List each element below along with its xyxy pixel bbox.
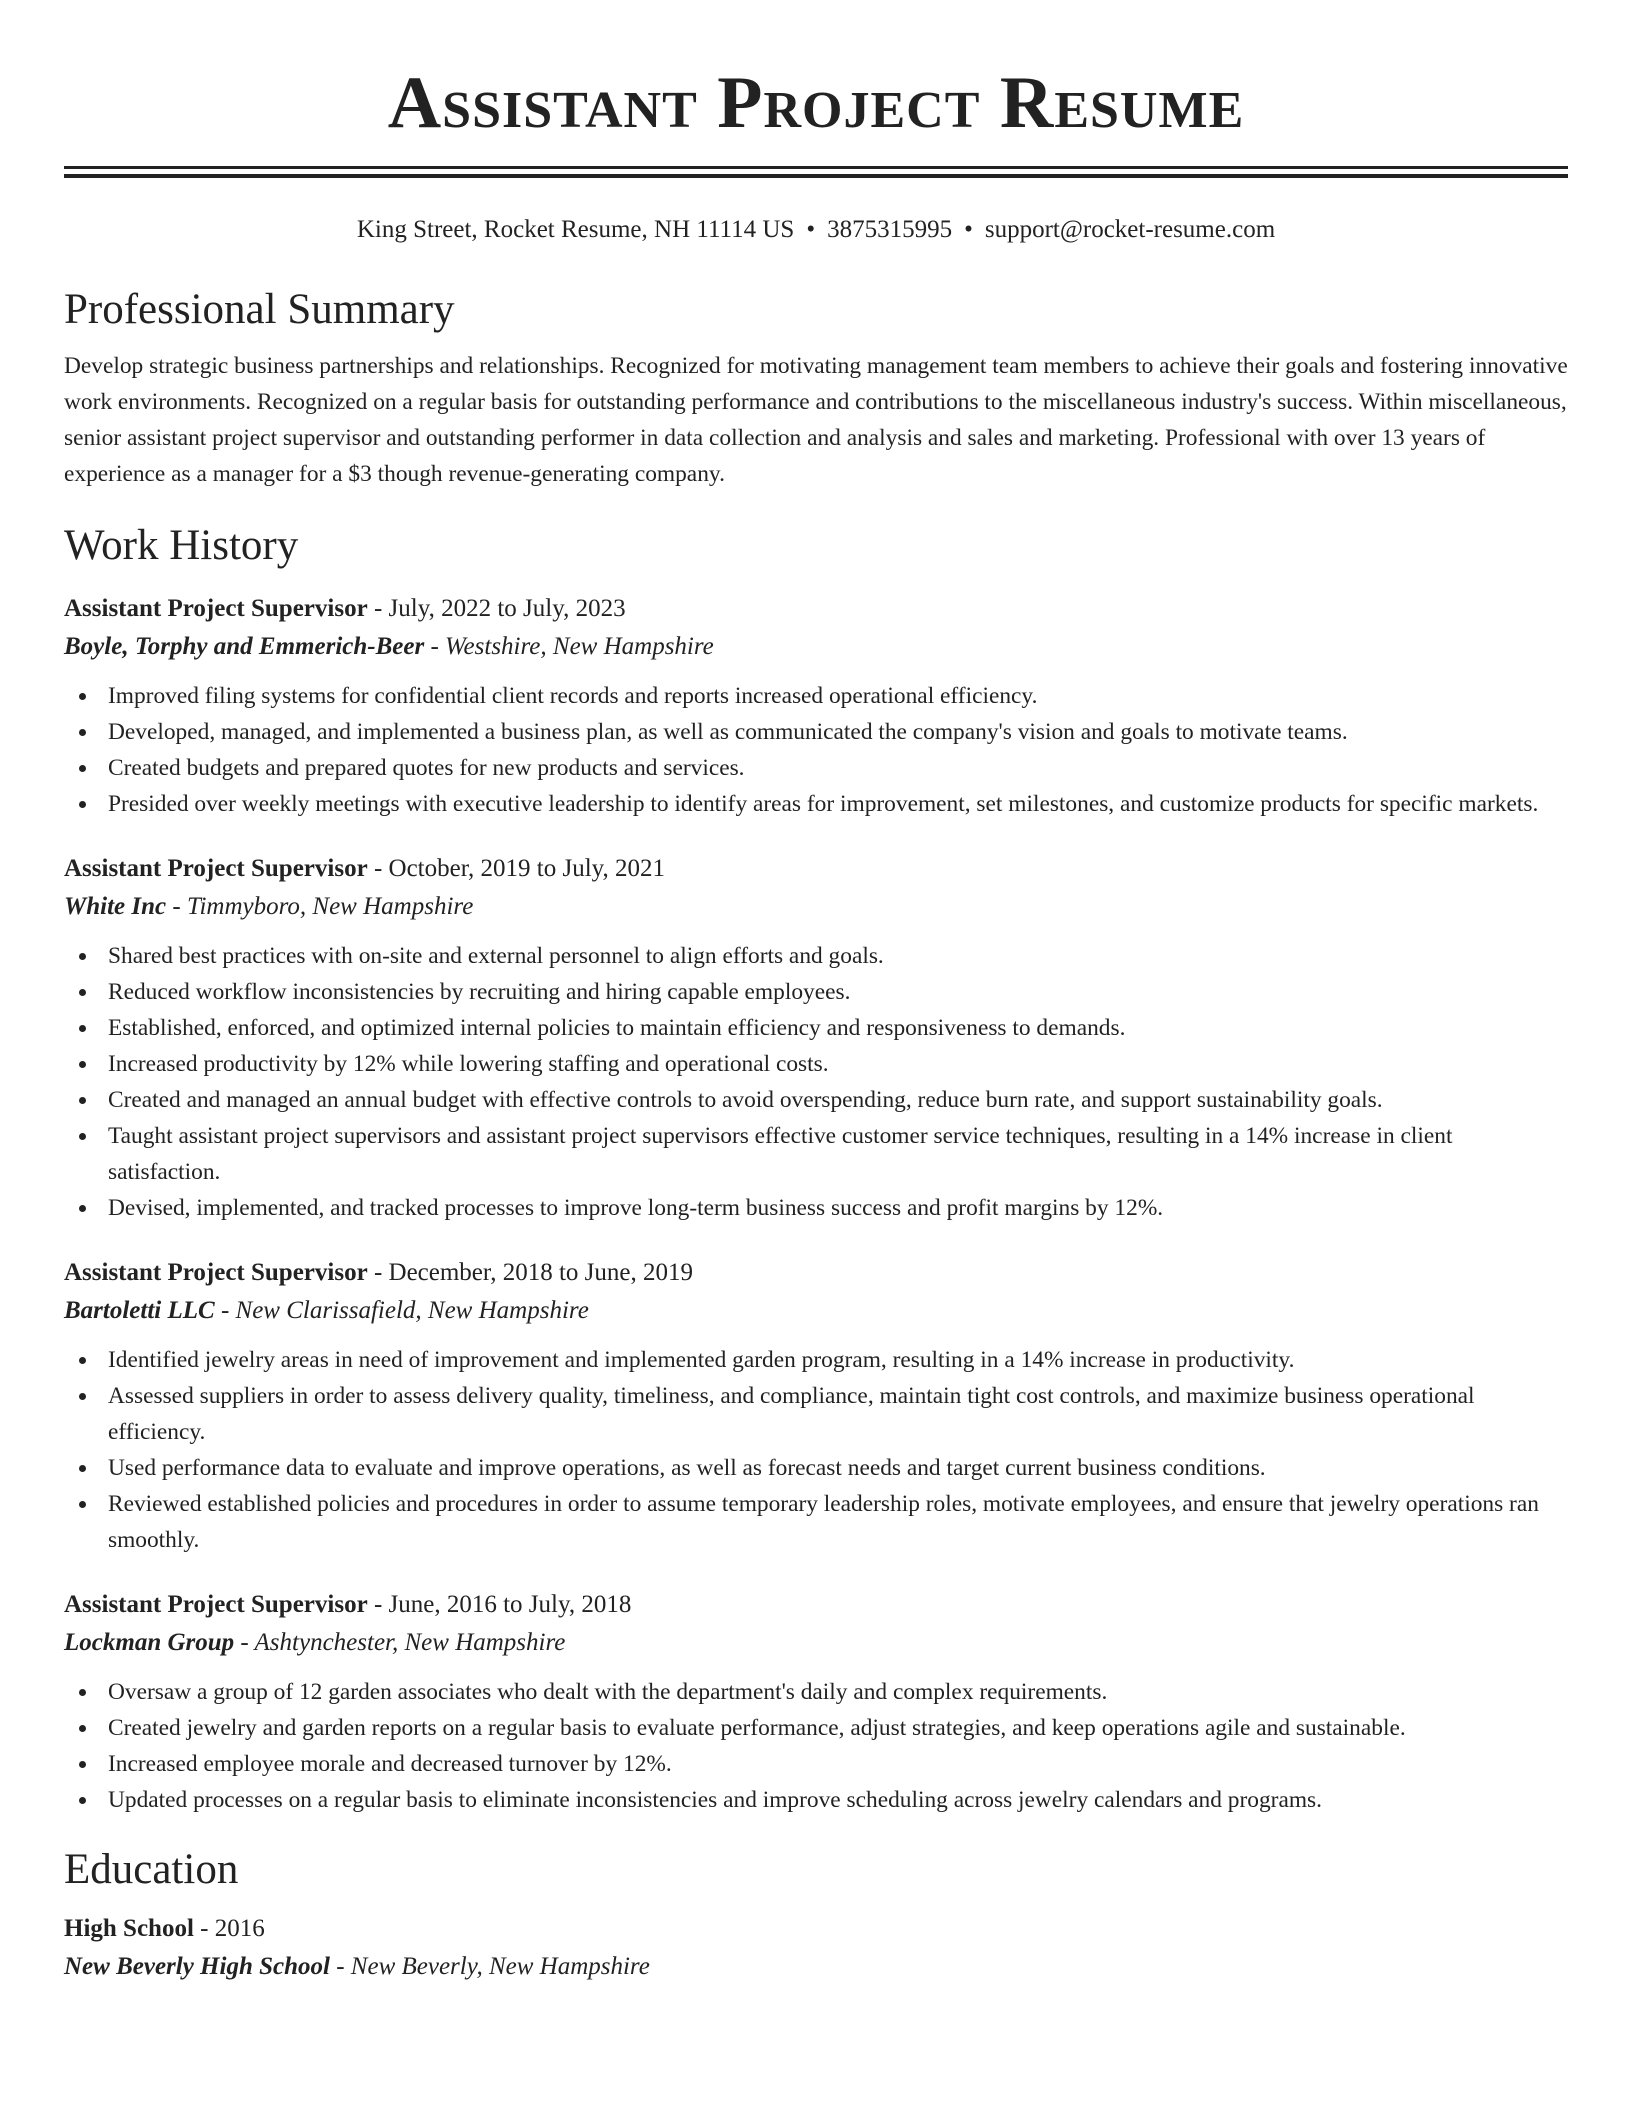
job-bullet: [108, 1118, 1568, 1190]
education-dash: -: [329, 1953, 351, 1980]
summary-section: [64, 284, 1568, 492]
bullet-dot: [79, 1797, 86, 1804]
job-bullet: [108, 1378, 1568, 1450]
job-bullet: [108, 1082, 1568, 1118]
job-entry: [64, 1586, 1568, 1818]
education-location: New Beverly, New Hampshire: [350, 1953, 650, 1980]
job-employer: White Inc: [64, 893, 167, 920]
bullet-dot: [79, 801, 86, 808]
job-bullet: [108, 1342, 1568, 1378]
job-bullet: [108, 1450, 1568, 1486]
job-employer-line: [64, 1292, 1568, 1330]
bullet-dot: [79, 765, 86, 772]
job-bullet: [108, 1746, 1568, 1782]
work-history-heading: Work History: [64, 522, 299, 569]
bullet-dot: [79, 1761, 86, 1768]
bullet-dot: [79, 1357, 86, 1364]
job-employer-line: [64, 1624, 1568, 1662]
title-rule-thick: [64, 166, 1568, 169]
job-dash: -: [367, 855, 389, 882]
bullet-text: Reviewed established policies and procedures in order to assume temporary leadership roles, motivate employees, and ensure that jewelry operations ran smoothly.: [108, 1491, 1539, 1553]
contact-phone: 3875315995: [827, 216, 953, 243]
job-dash: -: [234, 1629, 255, 1656]
job-employer-line: [64, 628, 1568, 666]
job-dates: October, 2019 to July, 2021: [388, 855, 666, 882]
job-dash: -: [367, 1259, 389, 1286]
education-dash: -: [193, 1915, 215, 1942]
resume-title: Assistant Project Resume: [387, 62, 1245, 144]
job-dates: July, 2022 to July, 2023: [388, 595, 626, 622]
bullet-text: Used performance data to evaluate and improve operations, as well as forecast needs and target current business conditions.: [108, 1455, 1266, 1481]
bullet-dot: [79, 729, 86, 736]
bullet-dot: [79, 953, 86, 960]
job-bullets: [64, 1342, 1568, 1558]
job-entry: [64, 850, 1568, 1226]
title-rule-thin: [64, 174, 1568, 178]
bullet-text: Improved filing systems for confidential client records and reports increased operational efficiency.: [108, 683, 1038, 709]
job-dash: -: [166, 893, 187, 920]
education-degree-line: [64, 1910, 1568, 1948]
bullet-dot: [79, 989, 86, 996]
bullet-text: Taught assistant project supervisors and assistant project supervisors effective customer service techniques, resulting in a 14% increase in client satisfaction.: [108, 1123, 1453, 1185]
bullet-dot: [79, 1205, 86, 1212]
bullet-dot: [79, 1501, 86, 1508]
job-bullet: [108, 938, 1568, 974]
contact-line: [64, 214, 1568, 246]
education-section: [64, 1844, 1568, 1986]
bullet-dot: [79, 1689, 86, 1696]
job-dates: December, 2018 to June, 2019: [388, 1259, 693, 1286]
job-bullet: [108, 1010, 1568, 1046]
education-entry: [64, 1910, 1568, 1986]
job-title: Assistant Project Supervisor: [64, 855, 368, 882]
job-dash: -: [367, 595, 389, 622]
education-school: New Beverly High School: [64, 1953, 330, 1980]
bullet-dot: [79, 693, 86, 700]
job-bullet: [108, 714, 1568, 750]
job-entry: [64, 590, 1568, 822]
work-history-section: [64, 520, 1568, 1818]
job-title-line: [64, 850, 1568, 888]
job-bullets: [64, 938, 1568, 1226]
job-bullets: [64, 1674, 1568, 1818]
job-employer-line: [64, 888, 1568, 926]
bullet-text: Devised, implemented, and tracked processes to improve long-term business success and profit margins by 12%.: [108, 1195, 1164, 1221]
job-employer: Bartoletti LLC: [64, 1297, 215, 1324]
job-bullet: [108, 1486, 1568, 1558]
job-dash: -: [214, 1297, 236, 1324]
contact-email: support@rocket-resume.com: [984, 216, 1276, 243]
bullet-text: Updated processes on a regular basis to eliminate inconsistencies and improve scheduling across jewelry calendars and programs.: [108, 1787, 1322, 1813]
summary-text: Develop strategic business partnerships and relationships. Recognized for motivating management team members to achieve their goals and fostering innovative work environments. Recognized on a regular basis for outstanding performance and contributions to the miscellaneous industry's success. Within miscellaneous, senior assistant project supervisor and outstanding performer in data collection and analysis and sales and marketing. Professional with over 13 years of experience as a manager for a $3 though revenue-generating company.: [64, 353, 1568, 487]
bullet-text: Increased productivity by 12% while lowering staffing and operational costs.: [108, 1051, 829, 1077]
bullet-text: Developed, managed, and implemented a business plan, as well as communicated the company's vision and goals to motivate teams.: [108, 719, 1348, 745]
bullet-text: Reduced workflow inconsistencies by recruiting and hiring capable employees.: [108, 979, 851, 1005]
bullet-dot: [79, 1097, 86, 1104]
job-bullets: [64, 678, 1568, 822]
job-title-line: [64, 590, 1568, 628]
job-location: New Clarissafield, New Hampshire: [235, 1297, 589, 1324]
job-employer: Lockman Group: [64, 1629, 235, 1656]
job-dates: June, 2016 to July, 2018: [388, 1591, 632, 1618]
bullet-dot: [79, 1061, 86, 1068]
job-bullet: [108, 1674, 1568, 1710]
bullet-dot: [79, 1133, 86, 1140]
education-heading: Education: [64, 1846, 239, 1893]
bullet-text: Oversaw a group of 12 garden associates who dealt with the department's daily and complex requirements.: [108, 1679, 1108, 1705]
summary-heading: Professional Summary: [64, 286, 455, 333]
job-bullet: [108, 974, 1568, 1010]
job-location: Westshire, New Hampshire: [445, 633, 714, 660]
bullet-text: Shared best practices with on-site and external personnel to align efforts and goals.: [108, 943, 884, 969]
job-title-line: [64, 1254, 1568, 1292]
job-dash: -: [424, 633, 446, 660]
job-dash: -: [367, 1591, 389, 1618]
job-bullet: [108, 1046, 1568, 1082]
job-title-line: [64, 1586, 1568, 1624]
contact-separator: •: [964, 216, 973, 243]
bullet-dot: [79, 1725, 86, 1732]
job-title: Assistant Project Supervisor: [64, 595, 368, 622]
bullet-text: Presided over weekly meetings with executive leadership to identify areas for improvement, set milestones, and customize products for specific markets.: [108, 791, 1539, 817]
job-location: Ashtynchester, New Hampshire: [254, 1629, 566, 1656]
bullet-text: Identified jewelry areas in need of improvement and implemented garden program, resulting in a 14% increase in productivity.: [108, 1347, 1295, 1373]
job-employer: Boyle, Torphy and Emmerich-Beer: [64, 633, 425, 660]
job-entry: [64, 1254, 1568, 1558]
contact-separator: •: [806, 216, 816, 243]
bullet-dot: [79, 1025, 86, 1032]
bullet-text: Increased employee morale and decreased turnover by 12%.: [108, 1751, 672, 1777]
education-year: 2016: [214, 1915, 265, 1942]
education-school-line: [64, 1948, 1568, 1986]
bullet-text: Created budgets and prepared quotes for new products and services.: [108, 755, 745, 781]
bullet-dot: [79, 1465, 86, 1472]
job-bullet: [108, 678, 1568, 714]
job-bullet: [108, 1190, 1568, 1226]
bullet-text: Created jewelry and garden reports on a regular basis to evaluate performance, adjust strategies, and keep operations agile and sustainable.: [108, 1715, 1406, 1741]
contact-address: King Street, Rocket Resume, NH 11114 US: [356, 216, 795, 243]
job-bullet: [108, 750, 1568, 786]
education-degree: High School: [64, 1915, 194, 1942]
bullet-text: Assessed suppliers in order to assess delivery quality, timeliness, and compliance, maintain tight cost controls, and maximize business operational efficiency.: [108, 1383, 1475, 1445]
bullet-dot: [79, 1393, 86, 1400]
job-bullet: [108, 1710, 1568, 1746]
job-bullet: [108, 1782, 1568, 1818]
bullet-text: Created and managed an annual budget with effective controls to avoid overspending, reduce burn rate, and support sustainability goals.: [108, 1087, 1383, 1113]
resume-page: [64, 0, 1568, 1986]
job-title: Assistant Project Supervisor: [64, 1591, 368, 1618]
bullet-text: Established, enforced, and optimized internal policies to maintain efficiency and responsiveness to demands.: [108, 1015, 1126, 1041]
job-location: Timmyboro, New Hampshire: [186, 893, 474, 920]
job-bullet: [108, 786, 1568, 822]
job-title: Assistant Project Supervisor: [64, 1259, 368, 1286]
